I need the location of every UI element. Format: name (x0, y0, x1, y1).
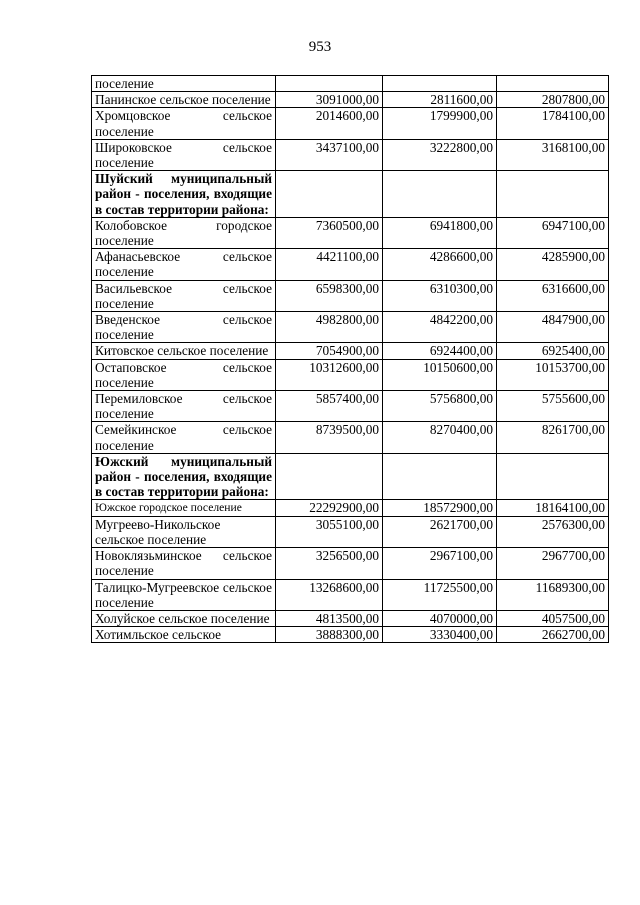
amount-cell-year-1: 3437100,00 (276, 139, 383, 170)
amount-cell-year-3: 2807800,00 (497, 92, 609, 108)
amount-cell-year-3: 10153700,00 (497, 359, 609, 390)
amount-cell-year-2: 4286600,00 (383, 249, 497, 280)
amount-cell-year-3 (497, 76, 609, 92)
amount-cell-year-1: 3888300,00 (276, 627, 383, 643)
amount-cell-year-2: 2811600,00 (383, 92, 497, 108)
amount-cell-year-2: 6941800,00 (383, 217, 497, 248)
table-section-header-row (92, 453, 609, 500)
settlement-name-cell: поселение (92, 76, 276, 92)
amount-cell-year-1: 10312600,00 (276, 359, 383, 390)
amount-cell-year-3: 11689300,00 (497, 579, 609, 610)
amount-cell-year-3: 18164100,00 (497, 500, 609, 516)
table-row (92, 516, 609, 547)
settlement-name-cell: Хотимльское сельское (92, 627, 276, 643)
settlement-name-cell: Афанасьевское сельское поселение (92, 249, 276, 280)
amount-cell-year-1: 5857400,00 (276, 391, 383, 422)
amount-cell-year-3 (497, 171, 609, 218)
page-number: 953 (308, 39, 332, 55)
amount-cell-year-2: 4070000,00 (383, 610, 497, 626)
amount-cell-year-2: 4842200,00 (383, 312, 497, 343)
amount-cell-year-1: 7054900,00 (276, 343, 383, 359)
table-row (92, 139, 609, 170)
table-row (92, 579, 609, 610)
table-row (92, 391, 609, 422)
amount-cell-year-2 (383, 76, 497, 92)
amount-cell-year-3: 6316600,00 (497, 280, 609, 311)
table-row (92, 312, 609, 343)
amount-cell-year-2: 2621700,00 (383, 516, 497, 547)
amount-cell-year-1: 13268600,00 (276, 579, 383, 610)
amount-cell-year-1: 3256500,00 (276, 548, 383, 579)
amount-cell-year-1: 4421100,00 (276, 249, 383, 280)
amount-cell-year-2: 6310300,00 (383, 280, 497, 311)
settlement-name-cell: Широковское сельское поселение (92, 139, 276, 170)
amount-cell-year-3: 2576300,00 (497, 516, 609, 547)
amount-cell-year-3: 2662700,00 (497, 627, 609, 643)
amount-cell-year-3: 4057500,00 (497, 610, 609, 626)
amount-cell-year-1: 4982800,00 (276, 312, 383, 343)
settlement-name-cell: Васильевское сельское поселение (92, 280, 276, 311)
table-row (92, 217, 609, 248)
amount-cell-year-1: 4813500,00 (276, 610, 383, 626)
settlement-name-cell: Хромцовское сельское поселение (92, 108, 276, 139)
table-row (92, 610, 609, 626)
settlement-name-cell: Перемиловское сельское поселение (92, 391, 276, 422)
table-row (92, 422, 609, 453)
settlement-name-cell: Мугреево-Никольское сельское поселение (92, 516, 276, 547)
section-header-cell: Южский муниципальный район - поселения, входящие в состав территории района: (92, 453, 276, 500)
amount-cell-year-1: 22292900,00 (276, 500, 383, 516)
amount-cell-year-1: 8739500,00 (276, 422, 383, 453)
amount-cell-year-2: 8270400,00 (383, 422, 497, 453)
amount-cell-year-1 (276, 171, 383, 218)
settlement-name-cell: Семейкинское сельское поселение (92, 422, 276, 453)
table-row (92, 76, 609, 92)
table-row (92, 92, 609, 108)
amount-cell-year-3: 3168100,00 (497, 139, 609, 170)
settlement-name-cell: Введенское сельское поселение (92, 312, 276, 343)
settlement-name-cell: Китовское сельское поселение (92, 343, 276, 359)
amount-cell-year-2 (383, 453, 497, 500)
table-row (92, 108, 609, 139)
amount-cell-year-3: 4285900,00 (497, 249, 609, 280)
budget-table (91, 75, 609, 643)
table-row (92, 343, 609, 359)
amount-cell-year-2: 18572900,00 (383, 500, 497, 516)
amount-cell-year-1: 3091000,00 (276, 92, 383, 108)
settlement-name-cell: Южское городское поселение (92, 500, 276, 516)
amount-cell-year-3: 6947100,00 (497, 217, 609, 248)
amount-cell-year-1 (276, 453, 383, 500)
amount-cell-year-3: 1784100,00 (497, 108, 609, 139)
amount-cell-year-3: 6925400,00 (497, 343, 609, 359)
amount-cell-year-3: 8261700,00 (497, 422, 609, 453)
settlement-name-cell: Холуйское сельское поселение (92, 610, 276, 626)
table-row (92, 548, 609, 579)
amount-cell-year-3 (497, 453, 609, 500)
amount-cell-year-1: 2014600,00 (276, 108, 383, 139)
settlement-name-cell: Остаповское сельское поселение (92, 359, 276, 390)
amount-cell-year-3: 5755600,00 (497, 391, 609, 422)
amount-cell-year-2: 10150600,00 (383, 359, 497, 390)
settlement-name-cell: Талицко-Мугреевское сельское поселение (92, 579, 276, 610)
amount-cell-year-2: 3330400,00 (383, 627, 497, 643)
amount-cell-year-2: 2967100,00 (383, 548, 497, 579)
table-row (92, 500, 609, 516)
amount-cell-year-3: 2967700,00 (497, 548, 609, 579)
amount-cell-year-1: 7360500,00 (276, 217, 383, 248)
amount-cell-year-2 (383, 171, 497, 218)
amount-cell-year-2: 6924400,00 (383, 343, 497, 359)
section-header-cell: Шуйский муниципальный район - поселения, входящие в состав территории района: (92, 171, 276, 218)
amount-cell-year-1: 3055100,00 (276, 516, 383, 547)
settlement-name-cell: Колобовское городское поселение (92, 217, 276, 248)
amount-cell-year-2: 5756800,00 (383, 391, 497, 422)
amount-cell-year-2: 1799900,00 (383, 108, 497, 139)
table-row (92, 280, 609, 311)
amount-cell-year-2: 11725500,00 (383, 579, 497, 610)
table-section-header-row (92, 171, 609, 218)
amount-cell-year-1 (276, 76, 383, 92)
amount-cell-year-2: 3222800,00 (383, 139, 497, 170)
table-row (92, 249, 609, 280)
amount-cell-year-3: 4847900,00 (497, 312, 609, 343)
settlement-name-cell: Панинское сельское поселение (92, 92, 276, 108)
table-body (92, 76, 609, 643)
settlement-name-cell: Новоклязьминское сельское поселение (92, 548, 276, 579)
table-row (92, 627, 609, 643)
amount-cell-year-1: 6598300,00 (276, 280, 383, 311)
table-row (92, 359, 609, 390)
